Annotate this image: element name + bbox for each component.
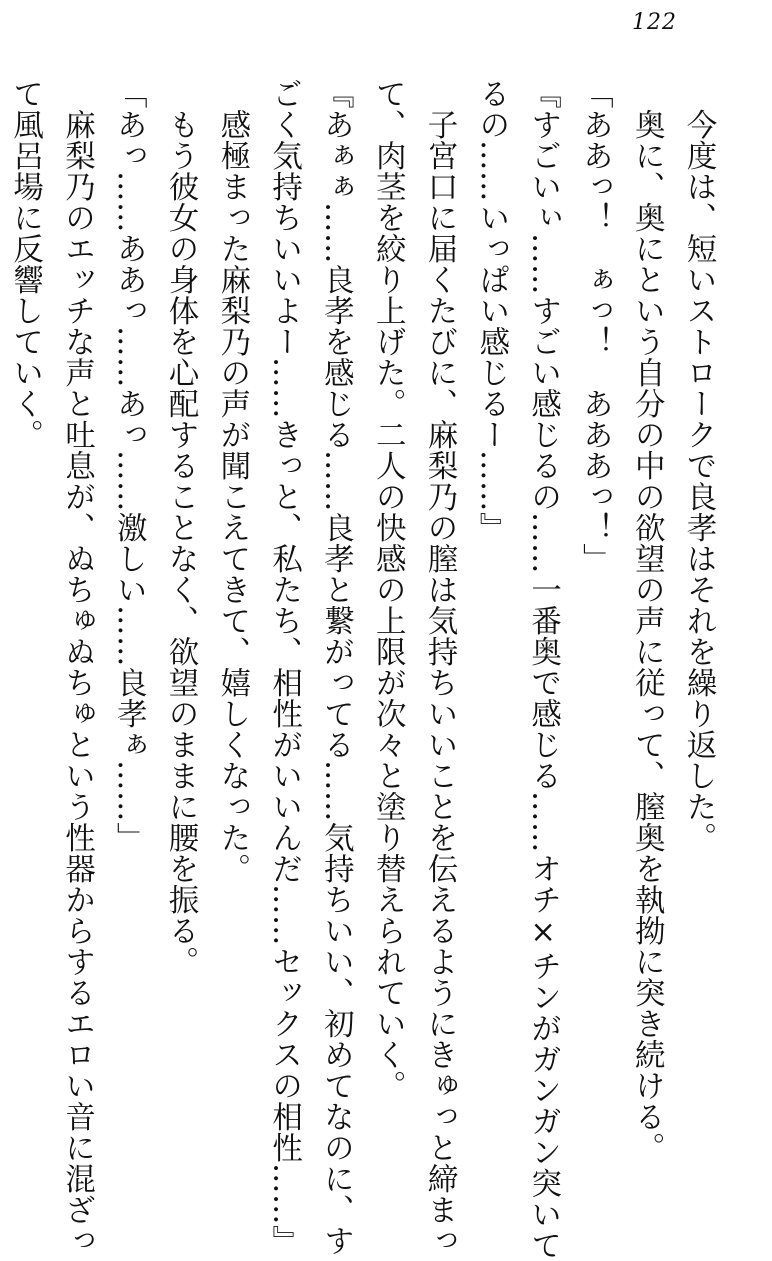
text-line: 「あっ……ああっ……あっ……激しい……良孝ぁ……」 [111, 78, 147, 853]
text-line: 今度は、短いストロークで良孝はそれを繰り返した。 [681, 78, 716, 853]
text-line: 麻梨乃のエッチな声と吐息が、ぬちゅぬちゅという性器からするエロい音に混ざっ [59, 78, 95, 1256]
text-line: 『すごいぃ……すごい感じるの……一番奥で感じる……オチ×チンがガンガン突いて [525, 78, 561, 1261]
text-line: ごく気持ちいいよー……きっと、私たち、相性がいいんだ……セックスの相性……』 [266, 78, 302, 1256]
text-line: 「ああっ！ ぁっ！ あああっ！」 [577, 78, 613, 574]
text-line: 感極まった麻梨乃の声が聞こえてきて、嬉しくなった。 [214, 78, 250, 884]
text-line: て風呂場に反響していく。 [7, 78, 43, 450]
text-line: 子宮口に届くたびに、麻梨乃の膣は気持ちいいことを伝えるようにきゅっと締まっ [422, 78, 458, 1256]
page-number: 122 [632, 10, 677, 35]
text-line: 奥に、奥にという自分の中の欲望の声に従って、膣奥を執拗に突き続ける。 [629, 78, 665, 1163]
text-line: て、肉茎を絞り上げた。二人の快感の上限が次々と塗り替えられていく。 [370, 78, 406, 1101]
body-text [0, 78, 724, 1261]
text-line: 『あぁぁ……良孝を感じる……良孝と繋がってる……気持ちいい、初めてなのに、す [318, 78, 354, 1256]
text-line: るの……いっぱい感じるー……』 [473, 78, 509, 543]
text-line: もう彼女の身体を心配することなく、欲望のままに腰を振る。 [163, 78, 199, 977]
